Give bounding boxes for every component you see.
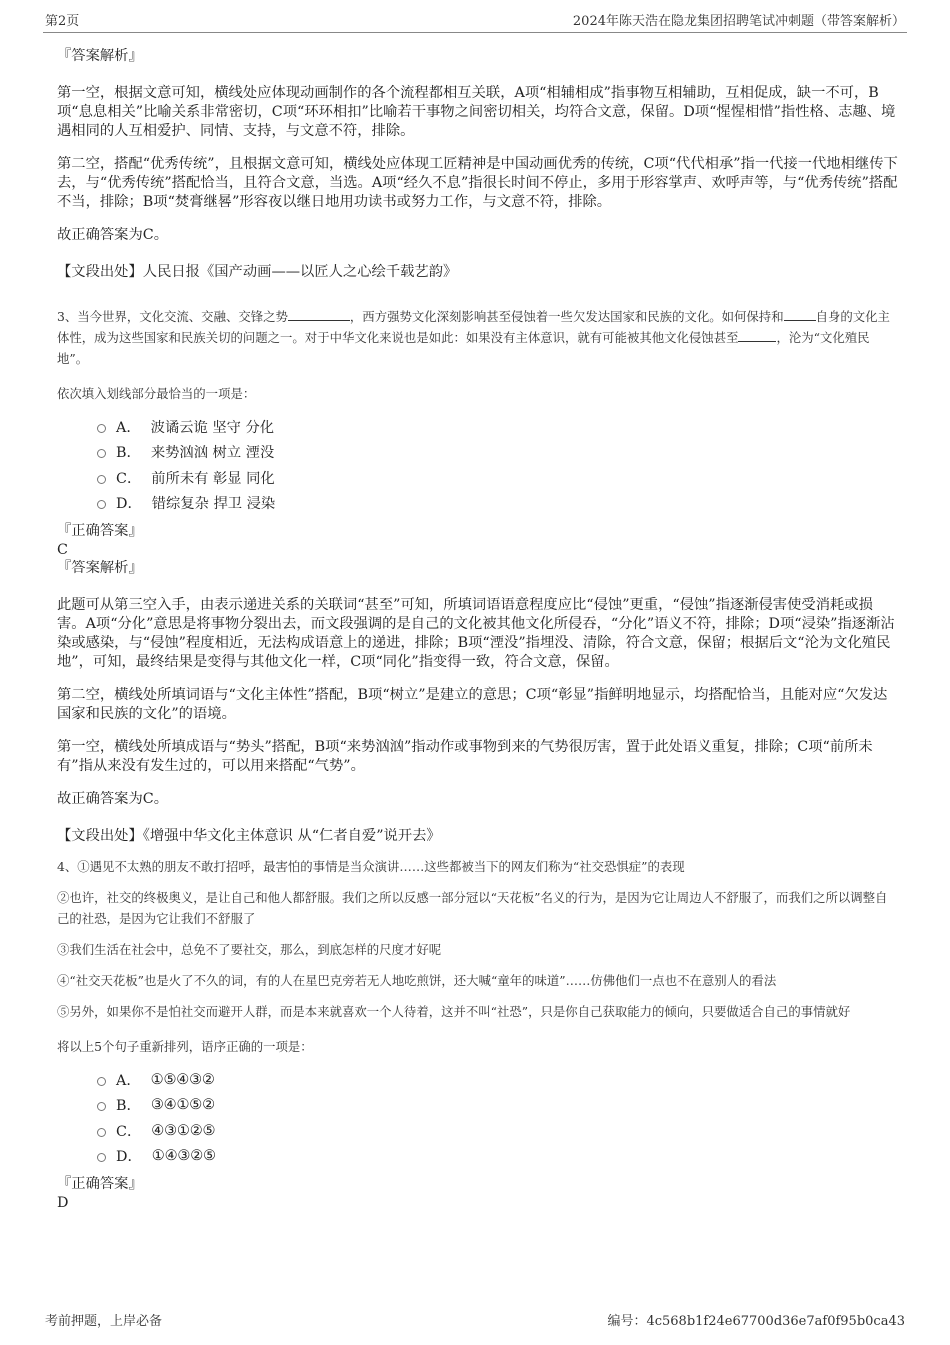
radio-icon[interactable] [97,475,106,484]
option-b[interactable]: B． ③④①⑤② [97,1093,899,1119]
radio-icon[interactable] [97,1077,106,1086]
page-number: 第2页 [45,14,80,29]
question-prompt: 将以上5个句子重新排列，语序正确的一项是： [57,1039,313,1054]
analysis-paragraph: 第一空，横线处所填成语与“势头”搭配，B项“来势汹汹”指动作或事物到来的气势很厉害，置于此处语义重复，排除；C项“前所未有”指从来没有发生过的，可以用来搭配“气势”。 [57,739,873,774]
radio-icon[interactable] [97,1153,106,1162]
option-d[interactable]: D． 错综复杂 捍卫 浸染 [97,491,899,517]
blank-1 [288,308,350,321]
radio-icon[interactable] [97,500,106,509]
document-title: 2024年陈天浩在隐龙集团招聘笔试冲刺题（带答案解析） [572,14,905,29]
analysis-paragraph: 第二空，横线处所填词语与“文化主体性”搭配，B项“树立”是建立的意思；C项“彰显”指鲜明地显示，均搭配恰当，且能对应“欠发达国家和民族的文化”的语境。 [57,687,888,722]
source-citation: 【文段出处】《增强中华文化主体意识 从“仁者自爱”说开去》 [57,828,441,844]
answer-tag: 『正确答案』 [57,1176,143,1192]
option-c[interactable]: C． 前所未有 彰显 同化 [97,465,899,491]
analysis-paragraph: 第一空，根据文意可知，横线处应体现动画制作的各个流程都相互关联，A项“相辅相成”指事物互相辅助，互相促成，缺一不可，B项“息息相关”比喻关系非常密切，C项“环环相扣”比喻若干事物之间密切相关，均符合文意，保留。D项“惺惺相惜”指性格、志趣、境遇相同的人互相爱护、同情、支持，与文意不符，排除。 [57,85,896,139]
document-id: 编号：4c568b1f24e67700d36e7af0f95b0ca43 [607,1314,905,1329]
source-citation: 【文段出处】人民日报《国产动画——以匠人之心绘千载艺韵》 [57,264,458,280]
question-4-sentence: ④“社交天花板”也是火了不久的词，有的人在星巴克旁若无人地吃煎饼，还大喊“童年的味道”……仿佛他们一点也不在意别人的看法 [57,973,777,988]
question-3-stem: 3、当今世界，文化交流、交融、交锋之势 ，西方强势文化深刻影响甚至侵蚀着一些欠发达国家和民族的文化。如何保持和 自身的文化主体性，成为这些国家和民族关切的问题之一。对于中华文化来说也是如此：如果没有主体意识，就有可能被其他文化侵蚀甚至 ，沦为“文化殖民地”。 [57,309,890,366]
analysis-tag: 『答案解析』 [57,560,143,576]
analysis-tag: 『答案解析』 [57,48,143,64]
page-footer [43,1312,907,1332]
option-d[interactable]: D． ①④③②⑤ [97,1144,899,1170]
radio-icon[interactable] [97,424,106,433]
radio-icon[interactable] [97,1102,106,1111]
blank-2 [784,308,816,321]
answer-tag: 『正确答案』 [57,523,143,539]
conclusion: 故正确答案为C。 [57,791,169,807]
radio-icon[interactable] [97,449,106,458]
footer-slogan: 考前押题，上岸必备 [45,1314,163,1329]
page-content [57,43,899,1212]
correct-answer: C [57,542,68,558]
page-header [43,12,907,33]
analysis-paragraph: 第二空，搭配“优秀传统”，且根据文意可知，横线处应体现工匠精神是中国动画优秀的传统，C项“代代相承”指一代接一代地相继传下去，与“优秀传统”搭配恰当，且符合文意，当选。A项“经久不息”指很长时间不停止，多用于形容掌声、欢呼声等，与“优秀传统”搭配不当，排除；B项“焚膏继晷”形容夜以继日地用功读书或努力工作，与文意不符，排除。 [57,156,898,210]
question-4-options [97,1067,899,1169]
option-a[interactable]: A． ①⑤④③② [97,1067,899,1093]
question-4-sentence: ②也许，社交的终极奥义，是让自己和他人都舒服。我们之所以反感一部分冠以“天花板”名义的行为，是因为它让周边人不舒服了，而我们之所以调整自己的社恐，是因为它让我们不舒服了 [57,890,888,926]
question-prompt: 依次填入划线部分最恰当的一项是： [57,386,256,401]
option-c[interactable]: C． ④③①②⑤ [97,1118,899,1144]
analysis-paragraph: 此题可从第三空入手，由表示递进关系的关联词“甚至”可知，所填词语语意程度应比“侵蚀”更重，“侵蚀”指逐渐侵害使受消耗或损害。A项“分化”意思是将事物分裂出去，而文段强调的是自己的文化被其他文化所侵吞，“分化”语义不符，排除；D项“浸染”指逐渐沾染或感染，与“侵蚀”程度相近，无法构成语意上的递进，排除；B项“湮没”指埋没、清除，符合文意，保留；根据后文“沦为文化殖民地”，可知，最终结果是变得与其他文化一样，C项“同化”指变得一致，符合文意，保留。 [57,597,895,670]
correct-answer: D [57,1195,69,1211]
conclusion: 故正确答案为C。 [57,227,169,243]
option-a[interactable]: A． 波谲云诡 坚守 分化 [97,414,899,440]
radio-icon[interactable] [97,1128,106,1137]
question-3-options [97,414,899,516]
option-b[interactable]: B． 来势汹汹 树立 湮没 [97,440,899,466]
question-4-sentence: ⑤另外，如果你不是怕社交而避开人群，而是本来就喜欢一个人待着，这并不叫“社恐”，只是你自己获取能力的倾向，只要做适合自己的事情就好 [57,1004,851,1019]
question-4-sentence: 4、①遇见不太熟的朋友不敢打招呼，最害怕的事情是当众演讲……这些都被当下的网友们称为“社交恐惧症”的表现 [57,859,685,874]
question-4-sentence: ③我们生活在社会中，总免不了要社交，那么，到底怎样的尺度才好呢 [57,942,442,957]
blank-3 [738,329,776,342]
